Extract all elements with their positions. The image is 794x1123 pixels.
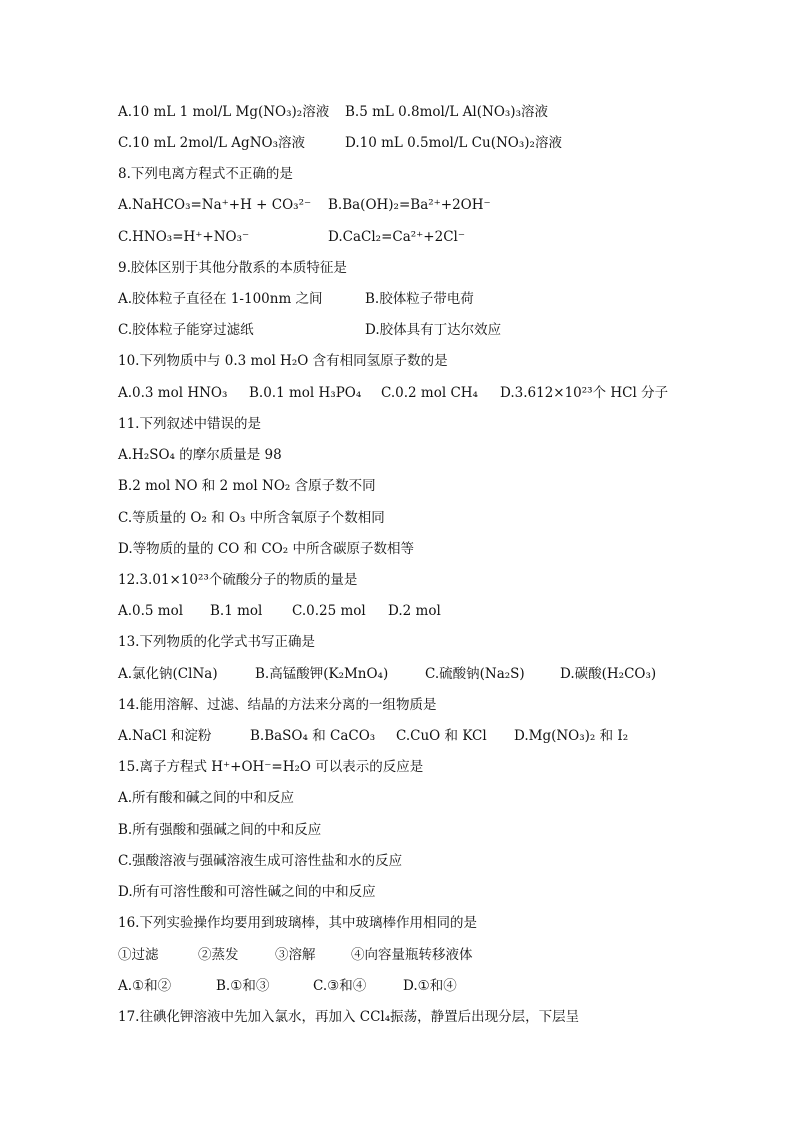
q9-options-row-1 — [118, 288, 754, 310]
q10-option-c: C.0.2 mol CH₄ — [381, 385, 478, 401]
q12-option-a: A.0.5 mol — [118, 603, 184, 619]
q12-stem: 12.3.01×10²³个硫酸分子的物质的量是 — [118, 572, 358, 588]
q9-option-b: B.胶体粒子带电荷 — [365, 291, 474, 307]
q10-option-b: B.0.1 mol H₃PO₄ — [249, 385, 362, 401]
q11-option-b: B.2 mol NO 和 2 mol NO₂ 含原子数不同 — [118, 478, 376, 494]
q7-option-c: C.10 mL 2mol/L AgNO₃溶液 — [118, 135, 305, 151]
q8-option-b: B.Ba(OH)₂=Ba²⁺+2OH⁻ — [328, 197, 491, 213]
q13-option-b: B.高锰酸钾(K₂MnO₄) — [255, 666, 389, 682]
q12-option-d: D.2 mol — [388, 603, 441, 619]
q10-option-d: D.3.612×10²³个 HCl 分子 — [500, 385, 669, 401]
q15-option-a: A.所有酸和碱之间的中和反应 — [118, 790, 295, 806]
q11-option-d: D.等物质的量的 CO 和 CO₂ 中所含碳原子数相等 — [118, 541, 415, 557]
q11-stem: 11.下列叙述中错误的是 — [118, 416, 261, 432]
q14-option-d: D.Mg(NO₃)₂ 和 I₂ — [514, 728, 629, 744]
q7-options-row-2 — [118, 132, 754, 154]
q13-option-d: D.碳酸(H₂CO₃) — [560, 666, 657, 682]
q16-options-row — [118, 975, 754, 997]
q10-option-a: A.0.3 mol HNO₃ — [118, 385, 228, 401]
q15-stem: 15.离子方程式 H⁺+OH⁻=H₂O 可以表示的反应是 — [118, 759, 424, 775]
q14-option-b: B.BaSO₄ 和 CaCO₃ — [250, 728, 376, 744]
q7-option-d: D.10 mL 0.5mol/L Cu(NO₃)₂溶液 — [345, 135, 562, 151]
q16-items-row — [118, 944, 754, 966]
q16-item-2: ②蒸发 — [198, 947, 239, 963]
q10-stem: 10.下列物质中与 0.3 mol H₂O 含有相同氢原子数的是 — [118, 353, 448, 369]
q15-option-b: B.所有强酸和强碱之间的中和反应 — [118, 822, 322, 838]
q16-stem: 16.下列实验操作均要用到玻璃棒，其中玻璃棒作用相同的是 — [118, 915, 477, 931]
q7-option-a: A.10 mL 1 mol/L Mg(NO₃)₂溶液 — [118, 104, 330, 120]
q7-option-b: B.5 mL 0.8mol/L Al(NO₃)₃溶液 — [345, 104, 548, 120]
q12-option-c: C.0.25 mol — [292, 603, 366, 619]
q14-option-c: C.CuO 和 KCl — [396, 728, 487, 744]
q10-options-row — [118, 382, 754, 404]
q12-options-row — [118, 600, 754, 622]
q14-options-row — [118, 725, 754, 747]
q16-item-4: ④向容量瓶转移液体 — [351, 947, 473, 963]
q8-option-d: D.CaCl₂=Ca²⁺+2Cl⁻ — [328, 229, 465, 245]
q11-option-a: A.H₂SO₄ 的摩尔质量是 98 — [118, 447, 282, 463]
q16-item-1: ①过滤 — [118, 947, 159, 963]
q16-item-3: ③溶解 — [275, 947, 316, 963]
q15-option-d: D.所有可溶性酸和可溶性碱之间的中和反应 — [118, 884, 376, 900]
q9-option-a: A.胶体粒子直径在 1-100nm 之间 — [118, 291, 323, 307]
q9-option-c: C.胶体粒子能穿过滤纸 — [118, 322, 254, 338]
q13-options-row — [118, 663, 754, 685]
q12-option-b: B.1 mol — [210, 603, 263, 619]
q8-options-row-2 — [118, 226, 754, 248]
q16-option-a: A.①和② — [118, 978, 172, 994]
q13-stem: 13.下列物质的化学式书写正确是 — [118, 634, 315, 650]
q15-option-c: C.强酸溶液与强碱溶液生成可溶性盐和水的反应 — [118, 853, 403, 869]
q9-option-d: D.胶体具有丁达尔效应 — [365, 322, 502, 338]
q8-option-c: C.HNO₃=H⁺+NO₃⁻ — [118, 229, 250, 245]
q17-stem: 17.往碘化钾溶液中先加入氯水，再加入 CCl₄振荡，静置后出现分层，下层呈 — [118, 1009, 580, 1025]
q9-stem: 9.胶体区别于其他分散系的本质特征是 — [118, 260, 347, 276]
q14-option-a: A.NaCl 和淀粉 — [118, 728, 212, 744]
q11-option-c: C.等质量的 O₂ 和 O₃ 中所含氧原子个数相同 — [118, 510, 385, 526]
q16-option-b: B.①和③ — [216, 978, 270, 994]
q16-option-c: C.③和④ — [313, 978, 367, 994]
q7-options-row-1 — [118, 101, 754, 123]
q14-stem: 14.能用溶解、过滤、结晶的方法来分离的一组物质是 — [118, 697, 437, 713]
q13-option-c: C.硫酸钠(Na₂S) — [425, 666, 525, 682]
q8-option-a: A.NaHCO₃=Na⁺+H + CO₃²⁻ — [118, 197, 312, 213]
q8-stem: 8.下列电离方程式不正确的是 — [118, 166, 293, 182]
q13-option-a: A.氯化钠(ClNa) — [118, 666, 218, 682]
q8-options-row-1 — [118, 194, 754, 216]
q9-options-row-2 — [118, 319, 754, 341]
q16-option-d: D.①和④ — [403, 978, 457, 994]
